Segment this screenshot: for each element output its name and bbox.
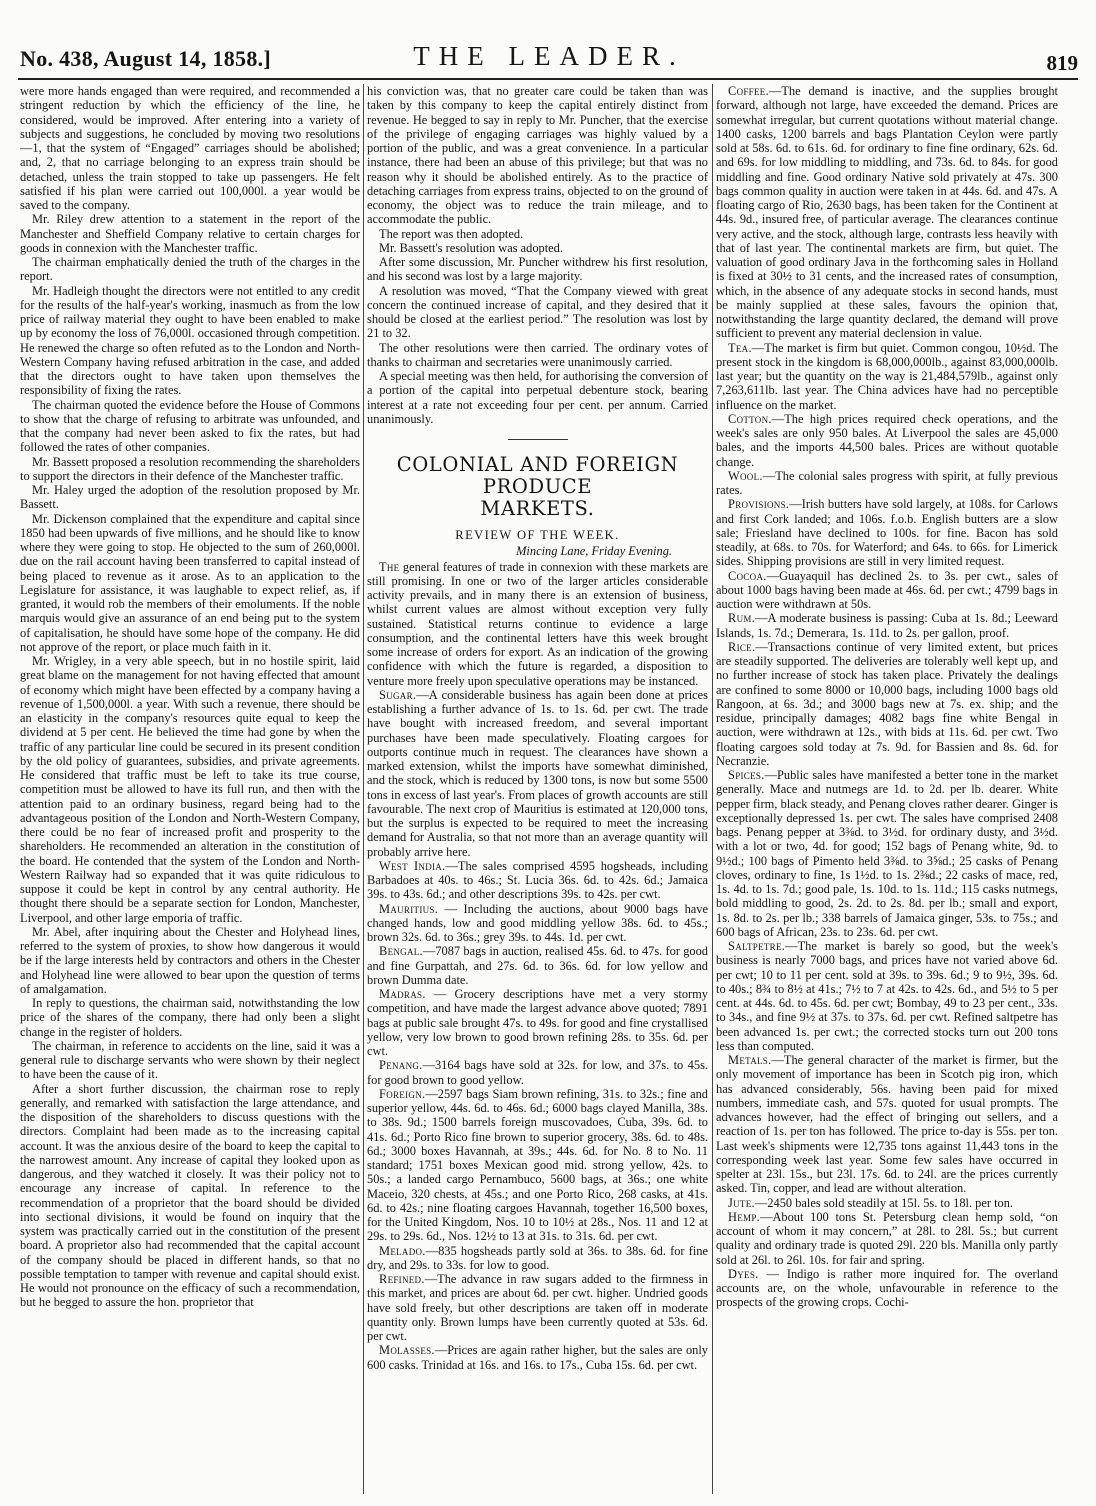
market-report-paragraph <box>367 688 708 859</box>
paragraph: Mr. Wrigley, in a very able speech, but in no hostile spirit, laid great blame on the management for not having effected that amount of economy which might have been effected by a company having a revenue of 1,500,000l. a year. With such a revenue, there should be an elasticity in the company's resources quite equal to keep the dividend at 5 per cent. He believed the time had gone by when the traffic of any particular line could be secured in its present condition by the old policy of guarantees, subsidies, and private agreements. He considered that traffic must be left to take its true course, competition must be allowed to have its full run, and then with the attention paid to an ordinary business, regard being had to the advantageous position of the London and North-Western Company, there could be no fear of increased profit and prosperity to the shareholders. He recommended an alteration in the constitution of the board. He contended that the system of the London and North-Western Railway had so expanded that it was quite ridiculous to suppose it could be kept in control by any central authority. He thought there should be a separate section for London, Manchester, Liverpool, and other large emporia of traffic. <box>20 654 360 925</box>
column-divider <box>712 84 713 1494</box>
column-right <box>716 84 1058 1494</box>
page-number: 819 <box>1046 51 1078 75</box>
market-report-paragraph <box>716 1210 1058 1267</box>
report-lead: Mauritius. <box>379 901 439 916</box>
report-text: —The demand is inactive, and the supplies brought forward, although not large, have exceeded the demand. Prices are somewhat irregular, but current quotations without material change. 1400 casks, 1200 barrels and bags Plantation Ceylon were partly sold at 58s. 6d. to 61s. 6d. for ordinary to fine fine ordinary, 62s. 6d. and 69s. for low middling to middling, and 73s. 6d. to 84s. for good middling and fine. Good ordinary Native sold privately at 47s. 300 bags common quality in auction were taken in at 44s. 6d. and 47s. A floating cargo of Rio, 2630 bags, has been taken for the Continent at 44s. 9d., insured free, of particular average. The clearances continue very active, and the stock, although large, contrasts less heavily with that of last year. The continental markets are firm, but quiet. The valuation of good ordinary Java in the forthcoming sales in Holland is fixed at 30½ to 31 cents, and the increased rates of consumption, which, in the absence of any adequate stocks in second hands, must be mainly supplied at these sales, favours the opinion that, notwithstanding the large quantity declared, the demand will prove sufficient to prevent any material declension in value. <box>716 84 1058 341</box>
paragraph: After a short further discussion, the chairman rose to reply generally, and remarked with satisfaction the large attendance, and the disposition of the shareholders to discuss questions with the directors. Complaint had been made as to the increasing capital account. It was the anxious desire of the board to keep the capital to the narrowest amount. Any increase of capital they looked upon as dangerous, and they watched it closely. It was their policy not to encourage any increase of capital. In reference to the recommendation of a proprietor that the board should be divided into sectional divisions, it would be found on inquiry that the system was practically carried out in the constitution of the present board. A proprietor also had recommended that the capital account of the company should be placed in different hands, so that no possible temptation to tamper with revenue and capital should exist. He would not pronounce on the efficacy of such a recommendation, but he begged to assure the hon. proprietor that <box>20 1081 360 1310</box>
paragraph: Mr. Riley drew attention to a statement in the report of the Manchester and Sheffield Company relative to certain charges for goods in connexion with the Manchester traffic. <box>20 212 360 255</box>
report-lead: Coffee. <box>728 84 769 98</box>
report-lead: Wool. <box>728 468 763 483</box>
market-report-paragraph <box>367 902 708 945</box>
report-lead: Bengal. <box>379 944 423 959</box>
report-lead: Provisions. <box>728 497 790 512</box>
masthead-title: THE LEADER. <box>413 41 685 71</box>
market-report-paragraph <box>716 939 1058 1053</box>
report-text: —About 100 tons St. Petersburg clean hemp sold, “on account of whom it may concern,” at 28l. to 28l. 5s.; but current quality and ordinary trade is quoted 29l. 220 bls. Manilla only partly sold at 26l. to 26l. 10s. for fair and spring. <box>716 1209 1058 1267</box>
market-report-paragraph <box>716 497 1058 568</box>
market-report-paragraph <box>367 1244 708 1273</box>
paragraph: Mr. Hadleigh thought the directors were not entitled to any credit for the results of the half-year's working, inasmuch as from the low price of railway material they ought to have been enabled to make up by economy the loss of 76,000l. occasioned through competition. He renewed the charge so often refuted as to the London and North-Western Company having refused arbitration in the case, and added that the directors ought to have taken upon themselves the responsibility of fixing the rates. <box>20 283 360 398</box>
report-text: —The colonial sales progress with spirit, at fully previous rates. <box>716 468 1058 497</box>
report-text: —A moderate business is passing: Cuba at 1s. 8d.; Leeward Islands, 1s. 7d.; Demerara, 1s. 11d. to 2s. per gallon, proof. <box>716 611 1058 640</box>
paragraph: The chairman, in reference to accidents on the line, said it was a general rule to discharge servants who were shown by their neglect to have been the cause of it. <box>20 1038 360 1082</box>
column-middle <box>367 84 708 1494</box>
header-rule <box>18 78 1078 80</box>
market-report-paragraph <box>367 859 708 902</box>
report-text: —The market is barely so good, but the week's business is nearly 7000 bags, and prices have not varied above 6d. per cwt; 10 to 11 per cent. sold at 39s. to 39s. 6d.; 9 to 9½, 39s. 6d. to 40s.; 8¾ to 8½ at 41s.; 7½ to 7 at 42s. to 42s. 6d., and 5½ to 5 per cent. at 44s. 6d. to 45s. 6d. per cwt; Bombay, 49 to 23 per cent., 33s. to 34s., and fine 9½ at 37s. to 37s. 6d. per cwt. Refined saltpetre has been advanced 1s. per cwt.; the corrected stocks turn out 200 tons less than computed. <box>716 939 1058 1053</box>
paragraph: The report was then adopted. <box>379 226 524 241</box>
report-text: —Public sales have manifested a better tone in the market generally. Mace and nutmegs are 1d. to 2d. per lb. dearer. White pepper firm, black steady, and Penang cloves rather dearer. Ginger is exceptionally depressed 1s. per cwt. The sales have comprised 2408 bags. Penang pepper at 3⅜d. to 3½d. for ordinary dusty, and 3½d. with a lot or two, 4d. for good; 152 bags of Penang white, 9d. to 9½d.; 100 bags of Pimento held 3⅜d. to 3⅝d.; 25 casks of Penang cloves, ordinary to fine, 1s 1½d. to 1s. 2⅜d.; 22 casks of mace, red, 1s. 4d. to 1s. 7d.; good pale, 1s. 10d. to 1s. 11d.; 115 casks nutmegs, bold middling to good, 2s. 2d. to 2s. 8d. per lb.; small and export, 1s. 8d. to 2s. per lb.; 338 barrels of Jamaica ginger, 53s. to 75s.; and 600 bags of African, 23s. to 23s. 6d. per cwt. <box>716 768 1058 939</box>
report-text: —2450 bales sold steadily at 15l. 5s. to 18l. per ton. <box>754 1195 1014 1210</box>
report-text: —Prices are again rather higher, but the sales are only 600 casks. Trinidad at 16s. and 16s. to 17s., Cuba 15s. 6d. per cwt. <box>367 1343 708 1372</box>
market-report-paragraph <box>367 1343 708 1372</box>
report-lead: Rice. <box>728 639 756 654</box>
report-lead: Dyes. <box>728 1266 759 1281</box>
issue-number: No. 438, August 14, 1858.] <box>20 46 272 71</box>
report-text: —835 hogsheads partly sold at 36s. to 38s. 6d. for fine dry, and 29s. to 33s. for low to good. <box>367 1243 708 1272</box>
report-lead: Refined. <box>379 1272 425 1286</box>
paragraph: were more hands engaged than were required, and recommended a stringent reduction by which the efficiency of the line, he considered, would be improved. After entering into a variety of subjects and suggestions, he concluded by moving two resolutions—1, that the system of “Engaged” carriages should be abolished; and, 2, that no carriage belonging to an express train should be detached, unless the train stopped to take up passengers. He felt satisfied if his plan were carried out 100,000l. a year would be saved to the company. <box>20 84 360 212</box>
report-text: — Grocery descriptions have met a very stormy competition, and have made the largest advance above quoted; 7891 bags at public sale brought 47s. to 49s. for good and fine crystallised yellow, very low brown to good brown refining 28s. to 35s. 6d. per cwt. <box>367 987 708 1058</box>
report-text: —Irish butters have sold largely, at 108s. for Carlows and first Cork landed; and 106s. f.o.b. English butters are a slow sale; Friesland have declined to 100s. for fine. Bacon has sold steadily, at 68s. to 70s. for Waterford; and 64s. to 66s. for Limerick sides. Shipping provisions are still in very limited request. <box>716 497 1058 569</box>
paragraph: In reply to questions, the chairman said, notwithstanding the low price of the shares of the company, there had only been a slight change in the register of holders. <box>20 996 360 1039</box>
paragraph: Mr. Dickenson complained that the expenditure and capital since 1850 had been upwards of five millions, and he should like to know where they were going to stop. He objected to the sum of 260,000l. due on the rail account having been transferred to capital instead of being placed to revenue as it arose. As to an application to the Legislature for assistance, it was laughable to expect relief, as, if granted, it would rob the members of their emoluments. If the noble marquis would give an assurance of an end being put to the system of capitalisation, he should have some hope of the company. He did not approve of the report, or place much faith in it. <box>20 511 360 654</box>
report-lead: Penang. <box>379 1058 423 1073</box>
market-report-paragraph <box>367 1272 708 1343</box>
market-report-paragraph <box>716 469 1058 498</box>
paragraph: The chairman quoted the evidence before the House of Commons to show that the charge of refusing to arbitrate was unfounded, and that the company had never been asked to fix the rates, but had followed the rates of other companies. <box>20 397 360 455</box>
market-report-paragraph <box>367 560 708 688</box>
section-rule <box>508 439 568 440</box>
paragraph: Mr. Bassett's resolution was adopted. <box>379 240 563 255</box>
report-text: —The sales comprised 4595 hogsheads, including Barbadoes at 40s. to 46s.; St. Lucia 36s. 6d. to 42s. 6d.; Jamaica 39s. to 43s. 6d.; and other descriptions 39s. to 42s. per cwt. <box>367 858 708 902</box>
paragraph: A resolution was moved, “That the Company viewed with great concern the continued increase of capital, and they desired that it should be closed at the earliest period.” The resolution was lost by 21 to 32. <box>367 283 708 341</box>
report-text: —3164 bags have sold at 32s. for low, and 37s. to 45s. for good brown to good yellow. <box>367 1058 708 1087</box>
column-left <box>20 84 360 1494</box>
report-lead: West India. <box>379 858 446 873</box>
page-header <box>20 42 1078 76</box>
report-lead: Jute. <box>728 1195 755 1210</box>
paragraph: Mr. Haley urged the adoption of the resolution proposed by Mr. Bassett. <box>20 483 360 512</box>
report-lead: Tea. <box>728 340 752 355</box>
paragraph: his conviction was, that no greater care could be taken than was taken by this company to keep the capital entirely distinct from revenue. He begged to say in reply to Mr. Puncher, that the exercise of the privilege of engaging carriages was highly valued by a portion of the public, and was a great convenience. In a particular instance, there had been an abuse of this privilege; but that was no reason why it should be abolished entirely. As to the practice of detaching carriages from express trains, objected to on the ground of economy, the object was to reduce the train mileage, and to accommodate the public. <box>367 84 708 227</box>
market-report-paragraph <box>367 1087 708 1244</box>
market-report-paragraph <box>716 611 1058 640</box>
report-text: —The advance in raw sugars added to the firmness in this market, and prices are about 6d. per cwt. higher. Undried goods have sold freely, but other descriptions are taken off in moderate quantity only. Brown lumps have been currently quoted at 53s. 6d. per cwt. <box>367 1272 708 1343</box>
paragraph: The other resolutions were then carried. The ordinary votes of thanks to chairman and secretaries were unanimously carried. <box>367 340 708 369</box>
report-text: —The general character of the market is firmer, but the only movement of importance has been in Scotch pig iron, which has advanced considerably, 56s. having been paid for mixed numbers, immediate cash, and 57s. quoted for usual prompts. The advances however, had the effect of bringing out sellers, and a reaction of 1s. per ton has followed. The price to-day is 55s. per ton. Last week's shipments were 12,735 tons against 11,443 tons in the corresponding week last year. Some few sales have occurred in spelter at 23l. 15s., but 23l. 17s. 6d. to 24l. are the prices currently asked. Tin, copper, and lead are without alteration. <box>716 1053 1058 1196</box>
report-text: — Including the auctions, about 9000 bags have changed hands, low and good middling yellow 38s. 6d. to 45s.; brown 32s. 6d. to 36s.; grey 39s. to 44s. 1d. per cwt. <box>367 901 708 944</box>
section-title-line: COLONIAL AND FOREIGN PRODUCE <box>396 453 679 498</box>
report-text: —Guayaquil has declined 2s. to 3s. per cwt., sales of about 1000 bags having been made at 46s. 6d. per cwt.; 4799 bags in auction were withdrawn at 50s. <box>716 568 1058 611</box>
paragraph: A special meeting was then held, for authorising the conversion of a portion of the capital into perpetual debenture stock, bearing interest at a rate not exceeding four per cent. per annum. Carried unanimously. <box>367 369 708 426</box>
section-title-line: MARKETS. <box>480 497 595 520</box>
market-report-paragraph <box>716 412 1058 469</box>
report-text: — Indigo is rather more inquired for. The overland accounts are, on the whole, unfavourable in reference to the prospects of the growing crops. Cochi- <box>716 1266 1058 1310</box>
market-report-paragraph <box>367 944 708 987</box>
market-report-paragraph <box>716 84 1058 341</box>
paragraph: Mr. Bassett proposed a resolution recommending the shareholders to support the directors in their defence of the Manchester traffic. <box>20 454 360 483</box>
report-lead: Cocoa. <box>728 568 767 583</box>
report-lead: Saltpetre. <box>728 939 786 953</box>
report-text: —2597 bags Siam brown refining, 31s. to 32s.; fine and superior yellow, 44s. 6d. to 46s. 6d.; 6000 bags clayed Manilla, 38s. to 38s. 9d.; 1500 barrels foreign muscovadoes, Cuba, 39s. 6d. to 41s. 6d.; Porto Rico fine brown to superior grocery, 38s. 6d. to 48s. 6d.; 3000 boxes Havannah, at 39s.; 44s. 6d. for No. 8 to No. 11 standard; 1751 boxes Mexican good mid. strong yellow, 42s. to 50s.; a landed cargo Pernambuco, 5600 bags, at 36s.; one white Maceio, 320 chests, at 45s.; and one Porto Rico, 268 casks, at 41s. 6d. to 42s.; nine floating cargoes Havannah, together 16,500 boxes, for the United Kingdom, Nos. 10 to 10½ at 28s., Nos. 11 and 12 at 29s. to 29s. 6d., Nos. 12½ to 13 at 31s. to 31s. 6d. per cwt. <box>367 1086 708 1244</box>
report-lead: Hemp. <box>728 1209 761 1224</box>
report-text: —The market is firm but quiet. Common congou, 10½d. The present stock in the kingdom is 68,000,000lb., against 83,000,000lb. last year; but the quantity on the way is 21,484,579lb., against only 7,263,611lb. last year. The China advices have had no perceptible influence on the market. <box>716 340 1058 412</box>
market-report-paragraph <box>716 1053 1058 1196</box>
section-subtitle: REVIEW OF THE WEEK. <box>455 528 620 542</box>
report-lead: Rum. <box>728 611 756 626</box>
report-lead: Foreign. <box>379 1086 426 1101</box>
paragraph: Mr. Abel, after inquiring about the Chester and Holyhead lines, referred to the system of proxies, to show how dangerous it would be if the large interests held by contractors and others in the Chester and Holyhead line were allowed to bear upon the question of terms of amalgamation. <box>20 924 360 996</box>
report-text: —7087 bags in auction, realised 45s. 6d. to 47s. for good and fine Gurpattah, and 27s. 6d. to 36s. 6d. for low yellow and brown Dumma date. <box>367 944 708 987</box>
market-report-paragraph <box>716 1267 1058 1310</box>
column-divider <box>363 84 364 1494</box>
section-title <box>367 454 708 520</box>
market-report-paragraph <box>367 987 708 1058</box>
paragraph: After some discussion, Mr. Puncher withdrew his first resolution, and his second was lost by a large majority. <box>367 255 708 284</box>
dateline: Mincing Lane, Friday Evening. <box>516 544 672 559</box>
report-lead: Molasses. <box>379 1343 435 1358</box>
report-lead: Sugar. <box>379 687 417 702</box>
report-lead: Cotton. <box>728 411 772 426</box>
paragraph: The chairman emphatically denied the truth of the charges in the report. <box>20 255 360 284</box>
market-report-paragraph <box>367 1058 708 1087</box>
market-report-paragraph <box>716 569 1058 612</box>
report-text: general features of trade in connexion with these markets are still promising. In one or two of the larger articles considerable activity prevails, and in many there is an extension of business, whilst current values are almost without exception very fully sustained. Statistical returns continue to evidence a large consumption, and the continental letters have this week brought some increase of orders for export. As an indication of the growing confidence with which the future is regarded, a disposition to venture more freely upon speculative operations may be instanced. <box>367 559 708 688</box>
report-lead: The <box>379 559 400 574</box>
market-report-paragraph <box>716 768 1058 939</box>
market-reports <box>367 560 708 1372</box>
report-lead: Spices. <box>728 768 765 782</box>
market-report-paragraph <box>716 341 1058 412</box>
report-lead: Metals. <box>728 1053 772 1067</box>
report-lead: Madras. <box>379 987 426 1001</box>
market-report-paragraph <box>716 1196 1058 1210</box>
market-report-paragraph <box>716 640 1058 768</box>
report-lead: Melado. <box>379 1243 426 1258</box>
market-reports <box>716 84 1058 1310</box>
report-text: —A considerable business has again been done at prices establishing a further advance of 1s. to 1s. 6d. per cwt. The trade have bought with increased freedom, and several important purchases have been made speculatively. Floating cargoes for outports continue much in request. The clearances have shown a marked extension, whilst the imports have somewhat diminished, and the stock, which is reduced by 1300 tons, is now but some 5500 tons in excess of last year's. From places of growth accounts are still favourable. The next crop of Mauritius is estimated at 120,000 tons, but the surplus is expected to be required to meet the increasing demand for Australia, so that not more than an average quantity will probably arrive here. <box>367 687 708 859</box>
report-text: —The high prices required check operations, and the week's sales are only 950 bales. At Liverpool the sales are 45,000 bales, and the imports 44,500 bales. Prices are without quotable change. <box>716 411 1058 469</box>
report-text: —Transactions continue of very limited extent, but prices are steadily supported. The deliveries are tolerably well kept up, and no further increase of stock has taken place. Privately the dealings are confined to some 8000 or 10,000 bags, including 1000 bags old Rangoon, at 6s. 3d.; and 3000 bags new at 7s. ex. ship; and the residue, principally damages; 4082 bags fine white Bengal in auction, were withdrawn at 12s., with bids at 11s. 6d. per cwt. Two floating cargoes sold today at 7s. 9d. for Bassien and 8s. 6d. for Necranzie. <box>716 639 1058 768</box>
